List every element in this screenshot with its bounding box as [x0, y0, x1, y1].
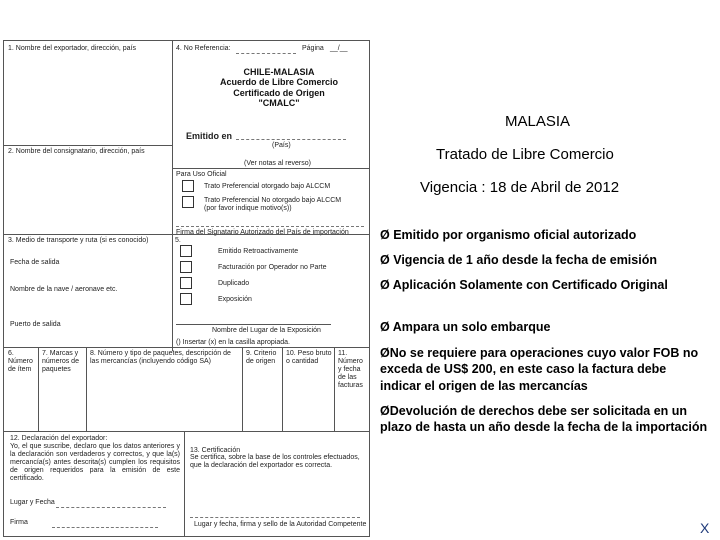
place-date-label: Lugar y Fecha	[10, 499, 55, 506]
issued-in-line	[236, 139, 346, 140]
page-label: Página	[302, 45, 324, 52]
official-use-label: Para Uso Oficial	[176, 171, 227, 178]
retroactive-label: Emitido Retroactivamente	[218, 248, 299, 255]
col-7-marks: 7. Marcas y números de paquetes	[42, 350, 79, 374]
certification-text: Se certifica, sobre la base de los controles efectuados, que la declaración del exportador es correcta.	[190, 454, 360, 470]
col-8-description: 8. Número y tipo de paquetes, descripción de las mercancías (incluyendo código SA)	[90, 350, 231, 366]
pref-not-granted-label: Trato Preferencial No otorgado bajo ALCCM (por favor indique motivo(s))	[204, 197, 342, 213]
exporter-declaration-text: Yo, el que suscribe, declaro que los datos anteriores y la declaración son verdaderos y correctos, y que la(s) mercancía(s) antes descrita(s) cumplen los requisitos de origen requeridos para la emisión de este certificado.	[10, 443, 180, 483]
title-line-4: "CMALC"	[258, 98, 300, 109]
title-line-3: Certificado de Origen	[233, 87, 325, 98]
bullet-item: Ø Aplicación Solamente con Certificado Original	[380, 278, 668, 292]
field-4-reference: 4. No Referencia:	[176, 45, 231, 52]
col-divider	[242, 347, 243, 431]
third-party-label: Facturación por Operador no Parte	[218, 264, 327, 271]
bullet-item: ØNo se requiere para operaciones cuyo valor FOB no exceda de US$ 200, en este caso la factura debe indicar el origen de las mercancías	[380, 346, 699, 393]
col-9-criterion: 9. Criterio de origen	[246, 350, 277, 366]
bullet-arrow-icon: Ø	[380, 253, 390, 267]
form-line	[4, 145, 172, 146]
field-3-transport: 3. Medio de transporte y ruta (si es conocido)	[8, 237, 149, 244]
bullet-arrow-icon: Ø	[380, 346, 390, 360]
form-line	[4, 347, 369, 348]
col-divider	[38, 347, 39, 431]
insert-x-note: () Insertar (x) en la casilla apropiada.	[176, 339, 290, 346]
form-line	[4, 431, 369, 432]
col-divider	[282, 347, 283, 431]
col-6-item: 6. Número de ítem	[8, 350, 33, 374]
field-5: 5.	[175, 237, 181, 244]
signature-import-label: Firma del Signatario Autorizado del País de importación	[176, 229, 349, 236]
duplicate-label: Duplicado	[218, 280, 250, 287]
checkbox-exhibition	[180, 293, 192, 305]
exporter-declaration-title: 12. Declaración del exportador:	[10, 435, 108, 442]
reverse-note: (Ver notas al reverso)	[244, 160, 311, 167]
ship-name-label: Nombre de la nave / aeronave etc.	[10, 286, 118, 293]
bullet-arrow-icon: Ø	[380, 228, 390, 242]
certification-title: 13. Certificación	[190, 447, 241, 454]
col-divider	[184, 431, 185, 536]
form-divider	[172, 41, 173, 351]
place-date-line	[56, 507, 166, 508]
close-icon[interactable]: X	[700, 520, 710, 536]
bullet-item: Ø Emitido por organismo oficial autorizado	[380, 228, 637, 242]
reference-line	[236, 53, 296, 54]
signature-label: Firma	[10, 519, 28, 526]
validity-date: Vigencia : 18 de Abril de 2012	[420, 179, 620, 196]
checkbox-retroactive	[180, 245, 192, 257]
country-hint: (País)	[272, 142, 291, 149]
bullet-arrow-icon: Ø	[380, 278, 390, 292]
bullet-item: ØDevolución de derechos debe ser solicitada en un plazo de hasta un año desde la fecha de la importación	[380, 404, 708, 435]
country-title: MALASIA	[505, 113, 571, 130]
col-divider	[86, 347, 87, 431]
signature-line-exporter	[52, 527, 158, 528]
checkbox-pref-granted	[182, 180, 194, 192]
authority-signature-label: Lugar y fecha, firma y sello de la Autoridad Competente	[194, 521, 367, 528]
bullet-arrow-icon: Ø	[380, 404, 390, 418]
issued-in-label: Emitido en	[186, 131, 233, 141]
checkbox-pref-not-granted	[182, 196, 194, 208]
form-line	[172, 168, 369, 169]
col-divider	[334, 347, 335, 431]
checkbox-third-party	[180, 261, 192, 273]
field-1-exporter: 1. Nombre del exportador, dirección, país	[8, 45, 137, 52]
exhibition-label: Exposición	[218, 296, 252, 303]
certificate-form	[3, 40, 370, 537]
form-line	[4, 234, 369, 235]
col-11-invoices: 11. Número y fecha de las facturas	[338, 350, 363, 390]
treaty-title: Tratado de Libre Comercio	[436, 146, 614, 163]
bullet-item: Ø Ampara un solo embarque	[380, 320, 551, 334]
place-name-label: Nombre del Lugar de la Exposición	[212, 327, 321, 334]
title-line-2: Acuerdo de Libre Comercio	[219, 77, 339, 88]
port-discharge-label: Puerto de salida	[10, 321, 61, 328]
bullet-item: Ø Vigencia de 1 año desde la fecha de emisión	[380, 253, 657, 267]
checkbox-duplicate	[180, 277, 192, 289]
col-10-weight: 10. Peso bruto o cantidad	[286, 350, 332, 366]
field-2-consignee: 2. Nombre del consignatario, dirección, país	[8, 148, 145, 155]
title-line-1: CHILE-MALASIA	[243, 67, 315, 77]
place-name-line	[176, 324, 331, 325]
pref-granted-label: Trato Preferencial otorgado bajo ALCCM	[204, 183, 331, 190]
form-title	[189, 67, 369, 108]
authority-line	[190, 517, 360, 518]
page-value: __/__	[330, 45, 348, 52]
bullet-arrow-icon: Ø	[380, 320, 390, 334]
departure-date-label: Fecha de salida	[10, 259, 60, 266]
signature-line	[176, 226, 364, 227]
